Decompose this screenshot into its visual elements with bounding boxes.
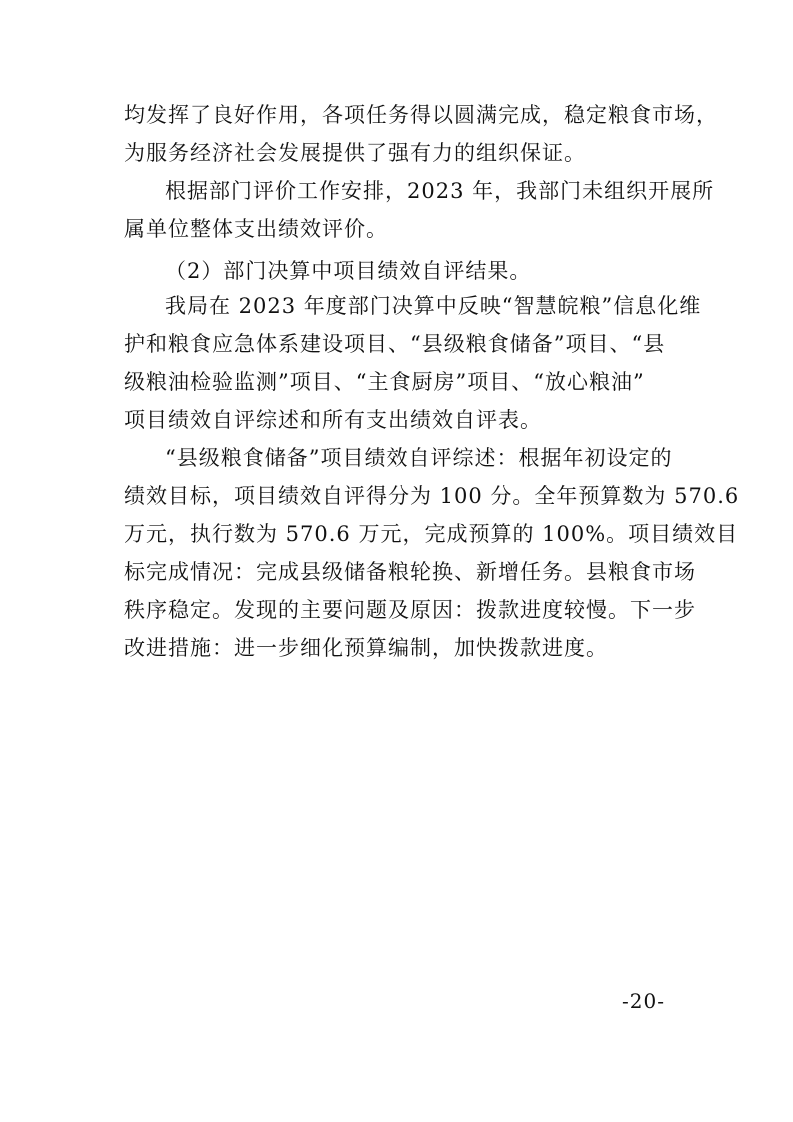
page-number: -20- (622, 989, 665, 1013)
text-line-7: 护和粮食应急体系建设项目、“县级粮食储备”项目、“县 (124, 332, 666, 356)
text-line-6: 我局在 2023 年度部门决算中反映“智慧皖粮”信息化维 (165, 294, 702, 318)
text-line-3: 根据部门评价工作安排，2023 年，我部门未组织开展所 (165, 179, 715, 203)
text-line-12: 万元，执行数为 570.6 万元，完成预算的 100%。项目绩效目 (124, 522, 739, 546)
text-line-15: 改进措施：进一步细化预算编制，加快拨款进度。 (124, 636, 608, 660)
text-line-13: 标完成情况：完成县级储备粮轮换、新增任务。县粮食市场 (124, 560, 696, 584)
text-line-8: 级粮油检验监测”项目、“主食厨房”项目、“放心粮油” (124, 370, 645, 394)
text-line-1: 均发挥了良好作用，各项任务得以圆满完成，稳定粮食市场， (124, 103, 718, 127)
text-line-9: 项目绩效自评综述和所有支出绩效自评表。 (124, 408, 542, 432)
text-line-11: 绩效目标，项目绩效自评得分为 100 分。全年预算数为 570.6 (124, 484, 740, 508)
text-line-2: 为服务经济社会发展提供了强有力的组织保证。 (124, 141, 586, 165)
text-line-14: 秩序稳定。发现的主要问题及原因：拨款进度较慢。下一步 (124, 598, 696, 622)
text-line-4: 属单位整体支出绩效评价。 (124, 217, 388, 241)
text-line-10: “县级粮食储备”项目绩效自评综述：根据年初设定的 (165, 446, 673, 470)
section-heading: （2）部门决算中项目绩效自评结果。 (165, 259, 532, 283)
